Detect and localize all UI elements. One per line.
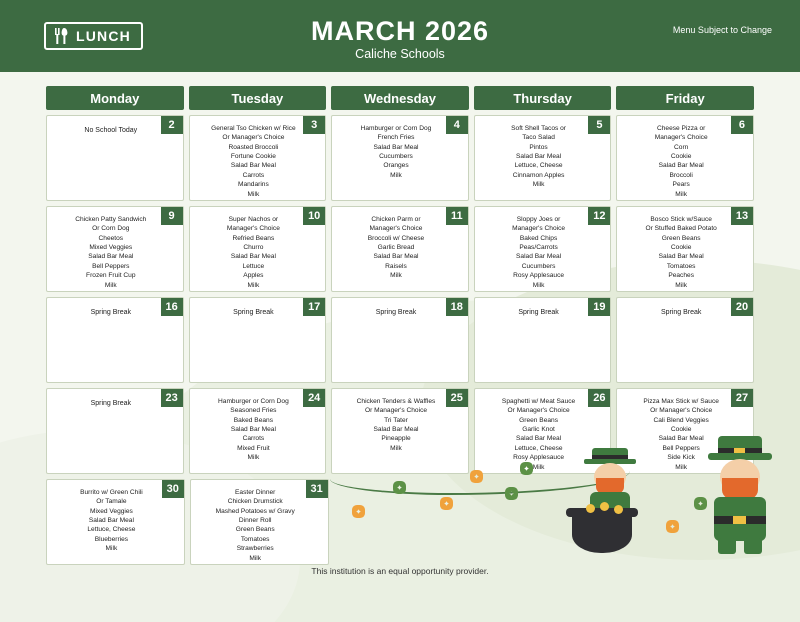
calendar-day-cell[interactable] <box>46 388 184 474</box>
menu-list <box>623 304 747 318</box>
menu-item: Broccoli w/ Cheese <box>367 234 425 242</box>
menu-item: Spring Break <box>518 309 559 316</box>
menu-item: Salad Bar Meal <box>230 253 276 261</box>
menu-item: Salad Bar Meal <box>658 162 704 170</box>
menu-item: Cali Blend Veggies <box>653 416 709 424</box>
menu-item: Green Beans <box>661 234 701 242</box>
menu-item: Salad Bar Meal <box>516 435 562 443</box>
menu-item: Salad Bar Meal <box>88 253 134 261</box>
menu-item: Salad Bar Meal <box>658 435 704 443</box>
page-subtitle: Caliche Schools <box>355 47 445 61</box>
calendar-day-cell[interactable] <box>189 206 327 292</box>
menu-item: Milk <box>532 281 545 289</box>
menu-item: Salad Bar Meal <box>230 162 276 170</box>
menu-item: Carrots <box>242 171 265 179</box>
calendar-day-cell[interactable] <box>46 206 184 292</box>
day-number: 19 <box>588 298 610 316</box>
menu-item: Chicken Drumstick <box>227 498 283 506</box>
menu-item: Cheetos <box>98 234 124 242</box>
menu-item: Mixed Veggies <box>89 244 133 252</box>
clover-icon <box>520 462 533 475</box>
menu-item: Tomatoes <box>240 535 270 543</box>
menu-item: Salad Bar Meal <box>373 143 419 151</box>
menu-list <box>53 486 178 554</box>
menu-list <box>196 304 320 318</box>
menu-item: Dinner Roll <box>238 517 272 525</box>
day-number: 31 <box>306 480 328 498</box>
menu-item: Cinnamon Apples <box>512 171 565 179</box>
menu-item: Milk <box>532 463 545 471</box>
menu-item: Or Manager's Choice <box>650 407 713 415</box>
day-number: 3 <box>303 116 325 134</box>
calendar-weeks <box>46 115 754 565</box>
weekday-wednesday: Wednesday <box>331 86 469 110</box>
menu-list <box>196 395 320 463</box>
menu-item: Chicken Patty Sandwich <box>75 216 147 223</box>
day-number: 20 <box>731 298 753 316</box>
menu-item: Oranges <box>383 162 409 170</box>
page-title: MARCH 2026 <box>310 16 490 46</box>
menu-item: General Tso Chicken w/ Rice <box>211 125 296 132</box>
menu-item: Or Manager's Choice <box>364 407 428 415</box>
menu-item: Or Tamale <box>96 498 127 506</box>
day-number: 27 <box>731 389 753 407</box>
menu-item: Milk <box>675 190 688 198</box>
menu-item: Salad Bar Meal <box>516 253 562 261</box>
menu-item: Roasted Broccoli <box>228 143 279 151</box>
menu-item: Burrito w/ Green Chili <box>80 489 143 496</box>
menu-item: Blueberries <box>94 535 129 543</box>
calendar-day-cell[interactable] <box>331 206 469 292</box>
menu-item: Rosy Applesauce <box>513 272 565 280</box>
menu-item: Lettuce, Cheese <box>87 526 136 534</box>
menu-item: Pineapple <box>381 435 411 443</box>
menu-item: Baked Chips <box>519 234 558 242</box>
clover-icon <box>666 520 679 533</box>
calendar-day-cell[interactable] <box>616 297 754 383</box>
menu-item: Refried Beans <box>232 234 275 242</box>
day-number: 17 <box>303 298 325 316</box>
menu-item: Frozen Fruit Cup <box>86 272 136 280</box>
menu-list <box>338 304 462 318</box>
menu-list <box>53 395 177 409</box>
menu-item: Tri Tater <box>384 416 408 424</box>
menu-item: Garlic Bread <box>377 244 415 252</box>
menu-item: Milk <box>390 171 402 179</box>
menu-item: Side Kick <box>667 454 695 462</box>
menu-item: Bell Peppers <box>92 262 130 270</box>
calendar-day-cell[interactable] <box>331 115 469 201</box>
menu-item: Lettuce, Cheese <box>514 444 563 452</box>
menu-item: Green Beans <box>235 526 275 534</box>
menu-item: Mixed Veggies <box>89 507 133 515</box>
clover-icon <box>440 497 453 510</box>
day-number: 23 <box>161 389 183 407</box>
day-number: 25 <box>446 389 468 407</box>
menu-item: Salad Bar Meal <box>516 153 562 161</box>
menu-item: Spaghetti w/ Meat Sauce <box>501 398 576 405</box>
menu-item: Super Nachos or <box>228 216 279 223</box>
menu-item: Salad Bar Meal <box>230 426 276 434</box>
menu-item: Mandarins <box>237 181 269 189</box>
menu-list <box>481 122 605 190</box>
pot-of-gold-icon <box>572 515 632 553</box>
menu-item: Hamburger or Corn Dog <box>360 125 432 132</box>
menu-item: Cookie <box>670 426 692 434</box>
menu-item: Salad Bar Meal <box>373 426 419 434</box>
menu-item: Pears <box>672 181 690 189</box>
menu-list <box>53 122 177 136</box>
menu-item: Rosy Applesauce <box>513 454 565 462</box>
clover-icon <box>352 505 365 518</box>
day-number: 16 <box>161 298 183 316</box>
menu-item: Milk <box>247 281 260 289</box>
calendar-day-cell[interactable] <box>46 115 184 201</box>
menu-item: Or Manager's Choice <box>507 407 570 415</box>
menu-item: Easter Dinner <box>235 489 276 496</box>
clover-icon <box>694 497 707 510</box>
menu-item: Soft Shell Tacos or <box>511 125 566 132</box>
menu-item: Manager's Choice <box>654 134 708 142</box>
menu-list <box>338 395 462 453</box>
calendar-day-cell[interactable] <box>190 479 329 565</box>
menu-item: Manager's Choice <box>512 225 566 233</box>
menu-list <box>197 486 322 563</box>
day-number: 2 <box>161 116 183 134</box>
menu-list <box>623 213 747 290</box>
menu-item: Milk <box>532 181 545 189</box>
day-number: 9 <box>161 207 183 225</box>
calendar-day-cell[interactable] <box>189 115 327 201</box>
day-number: 26 <box>588 389 610 407</box>
menu-item: Tomatoes <box>666 262 696 270</box>
day-number: 5 <box>588 116 610 134</box>
menu-list <box>338 213 462 281</box>
day-number: 6 <box>731 116 753 134</box>
menu-list <box>196 122 320 199</box>
weekday-thursday: Thursday <box>474 86 612 110</box>
menu-item: Peaches <box>668 272 694 280</box>
menu-item: Salad Bar Meal <box>373 253 419 261</box>
footer-text: This institution is an equal opportunity provider. <box>311 566 489 576</box>
menu-item: Pintos <box>529 143 548 151</box>
calendar-day-cell[interactable] <box>189 388 327 474</box>
menu-item: Seasoned Fries <box>230 407 277 415</box>
menu-item: Cucumbers <box>379 153 413 161</box>
menu-list <box>338 122 462 180</box>
calendar-day-cell[interactable] <box>331 297 469 383</box>
menu-item: Pizza Max Stick w/ Sauce <box>643 398 719 405</box>
weekday-monday: Monday <box>46 86 184 110</box>
menu-item: Spring Break <box>375 309 417 316</box>
menu-list <box>196 213 320 290</box>
lunch-badge-label: LUNCH <box>76 28 131 44</box>
calendar-day-cell[interactable] <box>616 206 754 292</box>
page-header <box>0 0 800 72</box>
menu-item: Cookie <box>670 153 692 161</box>
menu-item: Milk <box>390 272 402 280</box>
menu-item: Raisels <box>385 262 407 270</box>
day-number: 18 <box>446 298 468 316</box>
day-number: 24 <box>303 389 325 407</box>
menu-item: Green Beans <box>519 416 558 424</box>
menu-item: Salad Bar Meal <box>658 253 704 261</box>
menu-list <box>53 304 177 318</box>
menu-item: Salad Bar Meal <box>88 517 134 525</box>
day-number: 12 <box>588 207 610 225</box>
menu-item: No School Today <box>84 127 138 134</box>
menu-item: Milk <box>247 454 260 462</box>
day-number: 10 <box>303 207 325 225</box>
day-number: 4 <box>446 116 468 134</box>
menu-item: Bell Peppers <box>662 444 700 452</box>
menu-list <box>623 122 747 199</box>
menu-item: Milk <box>105 545 118 553</box>
calendar-week-row <box>46 297 754 383</box>
menu-item: Strawberries <box>236 545 274 553</box>
menu-item: Or Corn Dog <box>92 225 130 233</box>
menu-item: Spring Break <box>660 309 702 316</box>
menu-list <box>481 213 605 290</box>
day-number: 11 <box>446 207 468 225</box>
menu-item: Milk <box>247 190 260 198</box>
menu-item: Hamburger or Corn Dog <box>218 398 289 405</box>
calendar-day-cell[interactable] <box>474 206 612 292</box>
clover-icon <box>470 470 483 483</box>
calendar-day-cell[interactable] <box>474 297 612 383</box>
clover-icon <box>505 487 518 500</box>
menu-item: French Fries <box>377 134 415 142</box>
menu-change-note: Menu Subject to Change <box>672 25 772 35</box>
menu-item: Mixed Fruit <box>237 444 270 452</box>
weekday-tuesday: Tuesday <box>189 86 327 110</box>
menu-item: Chicken Tenders & Waffles <box>356 398 436 405</box>
menu-item: Taco Salad <box>522 134 555 142</box>
menu-item: Or Manager's Choice <box>222 134 285 142</box>
calendar-day-cell[interactable] <box>616 115 754 201</box>
menu-item: Milk <box>104 281 117 289</box>
menu-item: Milk <box>390 444 402 452</box>
menu-item: Corn <box>674 143 689 151</box>
calendar-day-cell[interactable] <box>189 297 327 383</box>
menu-item: Apples <box>243 272 264 280</box>
menu-list <box>623 395 747 472</box>
calendar-grid <box>46 86 754 570</box>
menu-item: Cheese Pizza or <box>656 125 706 132</box>
menu-item: Or Stuffed Baked Potato <box>645 225 717 233</box>
menu-item: Baked Beans <box>233 416 273 424</box>
menu-item: Lettuce <box>242 262 265 270</box>
menu-item: Cookie <box>670 244 692 252</box>
menu-item: Manager's Choice <box>369 225 423 233</box>
menu-list <box>481 304 605 318</box>
menu-item: Fortune Cookie <box>230 153 276 161</box>
day-number: 13 <box>731 207 753 225</box>
menu-item: Spring Break <box>90 309 132 316</box>
weekday-friday: Friday <box>616 86 754 110</box>
menu-list <box>53 213 177 290</box>
menu-item: Milk <box>675 463 688 471</box>
menu-item: Garlic Knot <box>522 426 555 434</box>
menu-item: Cucumbers <box>521 262 556 270</box>
calendar-day-cell[interactable] <box>474 115 612 201</box>
gold-coin-icon <box>600 502 609 511</box>
calendar-day-cell[interactable] <box>46 479 185 565</box>
menu-item: Chicken Parm or <box>371 216 421 223</box>
menu-item: Bosco Stick w/Sauce <box>650 216 712 223</box>
menu-item: Sloppy Joes or <box>516 216 561 223</box>
calendar-week-row <box>46 115 754 201</box>
clover-icon <box>393 481 406 494</box>
menu-item: Peas/Carrots <box>519 244 558 252</box>
menu-item: Churro <box>243 244 264 252</box>
menu-item: Broccoli <box>669 171 693 179</box>
day-number: 30 <box>162 480 184 498</box>
calendar-week-row <box>46 206 754 292</box>
menu-item: Manager's Choice <box>226 225 280 233</box>
calendar-day-cell[interactable] <box>46 297 184 383</box>
menu-item: Milk <box>675 281 688 289</box>
menu-item: Spring Break <box>90 400 132 407</box>
menu-item: Lettuce, Cheese <box>514 162 563 170</box>
menu-item: Spring Break <box>233 309 274 316</box>
gold-coin-icon <box>586 504 595 513</box>
weekday-header-row <box>46 86 754 110</box>
menu-item: Mashed Potatoes w/ Gravy <box>215 507 295 515</box>
gold-coin-icon <box>614 505 623 514</box>
menu-item: Milk <box>249 554 262 562</box>
menu-item: Carrots <box>242 435 265 443</box>
